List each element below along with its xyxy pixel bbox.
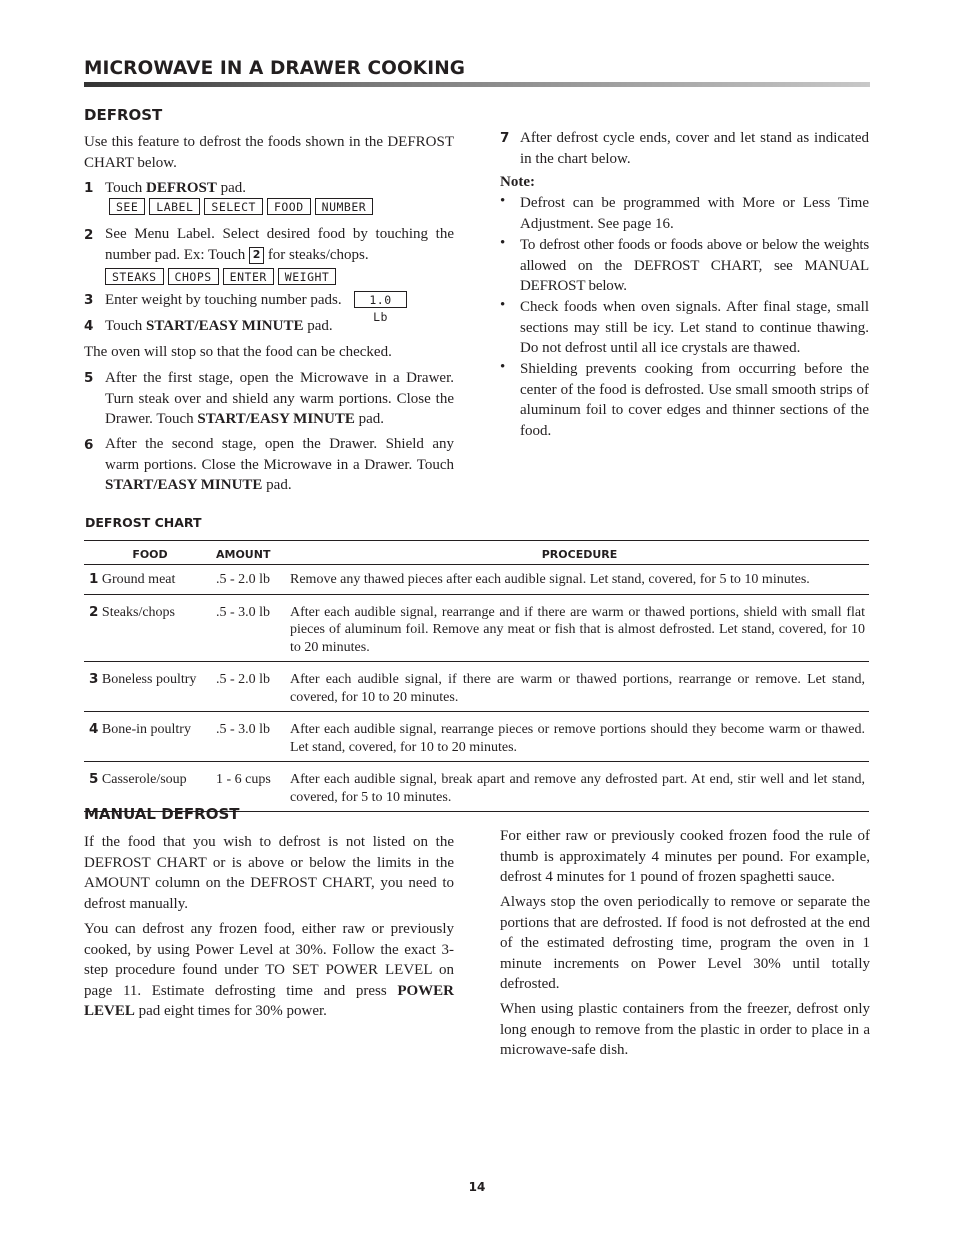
procedure-cell: After each audible signal, rearrange and if there are warm or thawed portions, shield with small flat pieces of aluminum foil. Remove any meat or fish that is almost defrosted. Let stand, covered, for 10 to 20 minutes. xyxy=(290,594,869,662)
header-food: FOOD xyxy=(84,541,216,565)
step-4-number: 4 xyxy=(84,318,94,334)
food-cell: 3 Boneless poultry xyxy=(84,662,216,712)
header-amount: AMOUNT xyxy=(216,541,290,565)
step-6-text: After the second stage, open the Drawer. Shield any warm portions. Close the Microwave in a Drawer. Touch START/EASY MINUTE pad. xyxy=(105,436,454,493)
stop-note: The oven will stop so that the food can be checked. xyxy=(84,344,392,360)
step-2-number: 2 xyxy=(84,227,94,243)
bullet-1: • xyxy=(500,193,506,209)
procedure-cell: After each audible signal, rearrange pieces or remove portions should they become warm or thawed. Let stand, covered, for 10 to 20 minutes. xyxy=(290,712,869,762)
defrost-chart-title: DEFROST CHART xyxy=(85,515,202,530)
step-6-number: 6 xyxy=(84,437,94,453)
display-row-1 xyxy=(109,198,373,215)
amount-cell: .5 - 2.0 lb xyxy=(216,662,290,712)
step-7-number: 7 xyxy=(500,130,510,146)
table-row xyxy=(84,712,869,762)
number-key-2: 2 xyxy=(249,247,264,264)
note-2: To defrost other foods or foods above or below the weights allowed on the DEFROST CHART, see MANUAL DEFROST below. xyxy=(520,237,869,294)
display-steaks: STEAKS xyxy=(105,268,164,285)
manual-p1: If the food that you wish to defrost is not listed on the DEFROST CHART or is above or below the limits in the AMOUNT column on the DEFROST CHART, you need to defrost manually. xyxy=(84,834,454,912)
note-heading: Note: xyxy=(500,174,535,190)
procedure-cell: Remove any thawed pieces after each audible signal. Let stand, covered, for 5 to 10 minutes. xyxy=(290,565,869,595)
display-enter: ENTER xyxy=(223,268,274,285)
procedure-cell: After each audible signal, break apart and remove any defrosted part. At end, stir well and let stand, covered, for 5 to 10 minutes. xyxy=(290,762,869,812)
display-label: LABEL xyxy=(149,198,200,215)
food-cell: 4 Bone-in poultry xyxy=(84,712,216,762)
food-cell: 5 Casserole/soup xyxy=(84,762,216,812)
bullet-2: • xyxy=(500,235,506,251)
header-procedure: PROCEDURE xyxy=(290,541,869,565)
step-4-text: Touch START/EASY MINUTE pad. xyxy=(105,318,333,334)
table-row xyxy=(84,762,869,812)
step-1-number: 1 xyxy=(84,180,94,196)
page-number: 14 xyxy=(468,1180,486,1194)
table-row xyxy=(84,565,869,595)
display-row-2 xyxy=(105,268,336,285)
manual-p4: Always stop the oven periodically to remove or separate the portions that are defrosted. If food is not defrosted at the end of the estimated defrosting time, program the oven in 1 minute increments on Power Level 30% until totally defrosted. xyxy=(500,894,870,992)
manual-defrost-heading: MANUAL DEFROST xyxy=(84,805,240,823)
amount-cell: .5 - 3.0 lb xyxy=(216,594,290,662)
display-number: NUMBER xyxy=(315,198,374,215)
defrost-intro: Use this feature to defrost the foods shown in the DEFROST CHART below. xyxy=(84,134,454,171)
bullet-4: • xyxy=(500,359,506,375)
step-7-text: After defrost cycle ends, cover and let stand as indicated in the chart below. xyxy=(520,130,869,167)
manual-p5: When using plastic containers from the freezer, defrost only long enough to remove from the plastic in order to place in a microwave-safe dish. xyxy=(500,1001,870,1058)
chart-header-row xyxy=(84,541,869,565)
food-cell: 1 Ground meat xyxy=(84,565,216,595)
amount-cell: .5 - 2.0 lb xyxy=(216,565,290,595)
table-row xyxy=(84,662,869,712)
procedure-cell: After each audible signal, if there are warm or thawed portions, rearrange or remove. Let stand, covered, for 10 to 20 minutes. xyxy=(290,662,869,712)
step-3-text: Enter weight by touching number pads. xyxy=(105,292,342,308)
page-title: MICROWAVE IN A DRAWER COOKING xyxy=(84,58,466,79)
step-3-number: 3 xyxy=(84,292,94,308)
display-weight: WEIGHT xyxy=(278,268,337,285)
note-3: Check foods when oven signals. After final stage, small sections may still be icy. Let stand to continue thawing. Do not defrost until all ice crystals are thawed. xyxy=(520,299,869,356)
note-4: Shielding prevents cooking from occurring before the center of the food is defrosted. Use small smooth strips of aluminum foil to cover edges and thinner sections of the food. xyxy=(520,361,869,439)
defrost-heading: DEFROST xyxy=(84,106,163,124)
step-5-number: 5 xyxy=(84,370,94,386)
display-see: SEE xyxy=(109,198,145,215)
bullet-3: • xyxy=(500,297,506,313)
display-select: SELECT xyxy=(204,198,263,215)
display-food: FOOD xyxy=(267,198,311,215)
display-chops: CHOPS xyxy=(168,268,219,285)
step-5-text: After the first stage, open the Microwave in a Drawer. Turn steak over and shield any warm portions. Close the Drawer. Touch START/EASY MINUTE pad. xyxy=(105,370,454,427)
step-1-text: Touch DEFROST pad. xyxy=(105,180,247,196)
title-rule xyxy=(84,82,870,87)
step-2-text: See Menu Label. Select desired food by touching the number pad. Ex: Touch 2 for steaks/chops. xyxy=(105,226,454,263)
note-1: Defrost can be programmed with More or Less Time Adjustment. See page 16. xyxy=(520,195,869,232)
food-cell: 2 Steaks/chops xyxy=(84,594,216,662)
amount-cell: 1 - 6 cups xyxy=(216,762,290,812)
amount-cell: .5 - 3.0 lb xyxy=(216,712,290,762)
manual-p3: For either raw or previously cooked frozen food the rule of thumb is approximately 4 minutes per pound. For example, defrost 4 minutes for 1 pound of frozen spaghetti sauce. xyxy=(500,828,870,885)
manual-p2: You can defrost any frozen food, either raw or previously cooked, by using Power Level at 30%. Follow the exact 3-step procedure found under TO SET POWER LEVEL on page 11. Estimate defrosting time and press POWER LEVEL pad eight times for 30% power. xyxy=(84,921,454,1019)
display-weight-value: 1.0 Lb xyxy=(354,291,407,308)
table-row xyxy=(84,594,869,662)
defrost-chart-table xyxy=(84,540,869,812)
display-row-3 xyxy=(354,291,407,324)
